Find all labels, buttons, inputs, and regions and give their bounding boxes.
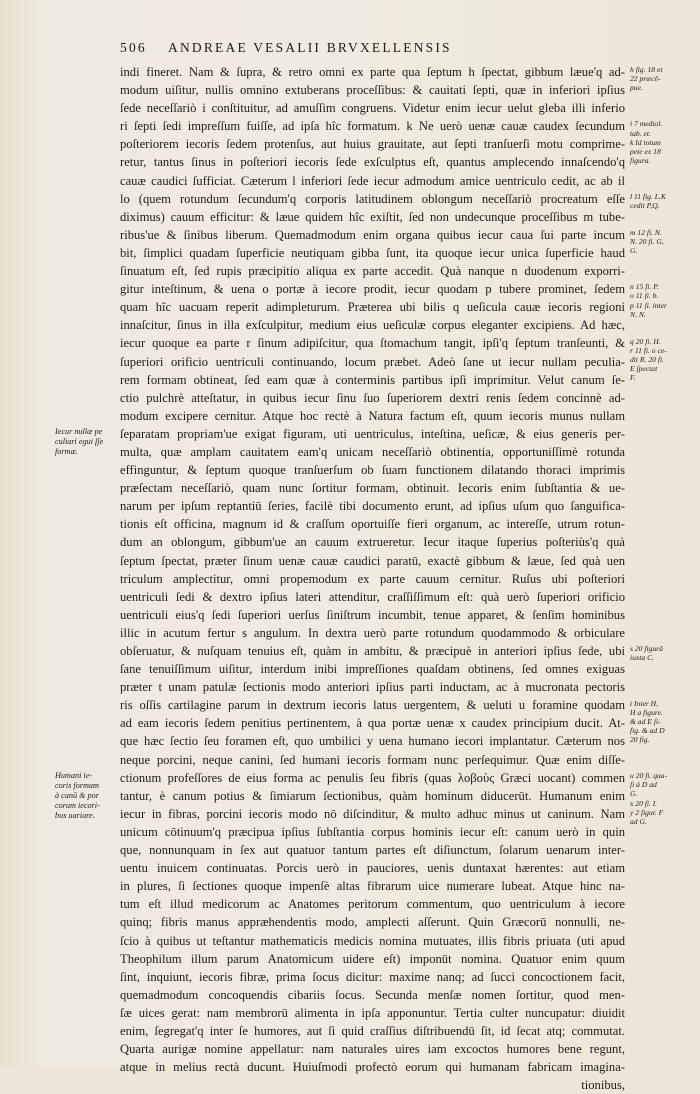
margin-note — [55, 771, 127, 821]
text-line: narum per ipſum reptantiū ſeries, facilè tibi documento erunt, ad ipſius uſum quo ſanguifica- — [120, 499, 625, 514]
text-line: triculum amplectitur, omni propemodum ex parte cauum cernitur. Ruſus ubi poſteriori — [120, 571, 625, 586]
margin-note-line: 20 fig. — [630, 735, 650, 745]
text-line: indi fineret. Nam & ſupra, & retro omni ex parte qua ſeptum h ſpectat, gibbum læue'q ad- — [120, 65, 625, 79]
text-line: in plures, ſi ſectiones quoque impenſè altas fibrarum uice numerare lubeat. Atque hinc na- — [120, 879, 625, 894]
text-line: bit, ſimplici quadam ſuperficie neutiquam gibba ſunt, ita quoque iecur unica ſuperficie haud — [120, 245, 625, 260]
text-line: diximus) cauum efficitur: & læue quidem hîc exiſtit, ſed non undecunque proceſſibus m tube- — [120, 209, 625, 224]
margin-note-line: iuxta C. — [630, 653, 655, 663]
margin-note-line: ſi à D ad — [630, 780, 657, 790]
text-line: præſectam neceſſariò, quam nunc ſortitur formam, obtinuit. Iecoris enim ſubſtantia & ue- — [120, 481, 625, 496]
text-line: modum excipere cernitur. Atque hoc rectè à Natura factum eſt, quum iecoris munus nullam — [120, 408, 625, 423]
margin-note — [630, 192, 690, 210]
margin-note-line: bus uariare. — [55, 810, 95, 820]
text-line: obſeruatur, & nuſquam tenuius eſt, quàm in ambitu, & præcipuè in anteriori ipſius ſede, ubi — [120, 644, 625, 658]
margin-note-line: corum iecori- — [55, 800, 100, 810]
margin-note — [630, 65, 690, 93]
text-line: iecur quoque ea parte r ſinum adipiſcitur, qua ſtomachum tangit, ipſi'q ſeptum tranſeunti, & — [120, 336, 625, 351]
margin-note-line: u 20 fi. qua- — [630, 770, 668, 780]
margin-note-line: coris formam — [55, 780, 99, 790]
text-line: tionibus, — [581, 1078, 625, 1093]
text-line: uentriculi ſedi & dextro ipſius lateri attenditur, craſſiſſimum eſt: quà uerò ſuperiori orificio — [120, 589, 625, 604]
text-line: neque porcini, neque canini, ſed humani iecoris formam nunc perſequimur. Quæ enim diſſe- — [120, 752, 625, 767]
margin-note-line: G. — [630, 789, 638, 799]
margin-note-line: E ſpectat — [630, 364, 658, 374]
running-title: ANDREAE VESALII BRVXELLENSIS — [168, 40, 452, 55]
margin-note — [55, 427, 127, 457]
text-line: ſede neceſſariò i conſtituitur, ad amuſſim congruens. Videtur enim iecur uelut gleba illi inferio — [120, 101, 625, 116]
margin-note-line: 22 præcē- — [630, 74, 661, 84]
text-line: uentriculi eius'q ſedi ſuperiori uerſus ſiniſtrum incumbit, tenue apparet, & ſenſim hominibus — [120, 607, 625, 622]
margin-note — [630, 771, 690, 826]
margin-note-line: N, N. — [630, 309, 646, 319]
text-line: multa, quæ amplam cauitatem eam'q unicam neceſſariò obtinentia, opportuniſſimè rotunda — [120, 444, 625, 459]
margin-note-line: x 20 fi. I. — [630, 798, 658, 808]
margin-note-line: F. — [630, 373, 636, 383]
margin-note — [630, 228, 690, 256]
text-line: atque in melius rectà ducunt. Huiuſmodi profectò eorum qui humanam fabricam imagina- — [120, 1060, 625, 1075]
text-line: iecur in fibras, porcini iecoris modo nō diſcinditur, & multo adhuc minus ut caninum. Nam — [120, 806, 625, 821]
text-line: quemadmodum concoquendis cibariis ſocus. Secunda menſæ nomen ſortitur, quod men- — [120, 987, 625, 1002]
text-line: tantur, è canum potius & ſimiarum ſectionibus, quàm hominum diducerūt. Humanum enim — [120, 788, 625, 803]
text-line: ctio pulchrè atteſtatur, in quibus iecur ſinu ſuo ſuperiorem dextri renis ſedem concinnè ad- — [120, 390, 625, 405]
text-line: ſæ uices gerat: nam membrorū alimenta in ipſa apponuntur. Tertia culter nuncupatur: diuidit — [120, 1005, 625, 1020]
margin-note — [630, 699, 690, 745]
margin-note-line: figura. — [630, 156, 651, 166]
text-line: ſint, inquiunt, iecoris fibræ, prima ſocus dicitur: maxime nanq; ad ſucci concoctionem facit, — [120, 969, 625, 984]
text-line: gitur inteſtinum, & uena o portæ à iecore prodit, iecur quodam p tubere prominet, ſedem — [120, 282, 625, 297]
text-line: que hæc ſectio ſeu foramen eſt, quo umbilici y uena humano iecori implantatur. Cæterum nos — [120, 734, 625, 749]
text-line: modum uiſitur, nullis omnino extuberans proceſſibus: & cauitati ſepti, quæ in inferiori ipſius — [120, 83, 625, 98]
text-line: innaſcitur, ſinus in illa exſculpitur, medium eius ueſiculæ corpus eleganter excipiens. Ad hæc, — [120, 318, 625, 333]
text-line: illic in acutum fertur s angulum. In dextra uerò parte rotundum quodammodo & orbiculare — [120, 625, 625, 640]
margin-note-line: Iecur nullæ pe — [55, 427, 103, 436]
text-line: cauæ caudici ſufficiat. Cæterum l inferiori ſede iecur admodum amice uentriculo cedit, ac ab il — [120, 173, 625, 188]
text-line: dum an oblongum, gibbum'ue an cauum extrueretur. Iecur itaque ſuperius poſteriùs'q quà — [120, 535, 625, 550]
text-line: retur, tantus ſinus in poſteriori iecoris ſede exſculptus eſt, quantus amplecendo innaſcendo'q — [120, 155, 625, 170]
text-line: ſane tenuiſſimum uiſitur, interdum inibi impreſſiones quaſdam obtinens, ſed omnes exiguas — [120, 662, 625, 677]
margin-note-line: k Id totum — [630, 137, 661, 147]
text-line: ris oſſis cartilagine parum in dextrum iecoris latus uergentem, & ueluti u foramine quodam — [120, 698, 625, 713]
text-line: ſinuatum eſt, ſed rupis præcipitio aliqua ex parte accedit. Quà nanque n duodenum exporri- — [120, 264, 625, 279]
margin-note-line: à canū & por — [55, 790, 99, 800]
margin-note-line: culiari egui ſſe — [55, 437, 104, 446]
margin-note — [630, 644, 690, 662]
margin-note-line: Humani ie- — [55, 770, 93, 780]
text-line: enim, ſegregat'q inter ſe humores, aut ſi quid craſſius diſtribuendū ſit, id ſecat atq; commutat. — [120, 1023, 625, 1038]
text-line: ſeparatam propriam'ue exigat figuram, uti uentriculus, inteſtina, ueſicæ, & eius generis per- — [120, 426, 625, 441]
margin-note-line: n 15 fi. P. — [630, 282, 659, 292]
text-line: quam hîc uacuam reperit adimpleturum. Præterea ubi bilis q ueſicula cauæ iecoris regioni — [120, 300, 625, 315]
text-line: ad eam iecoris ſedem penitius pertinentem, à qua portæ uenæ x caudex principium ducit. At- — [120, 716, 625, 731]
margin-note-line: pue. — [630, 83, 643, 93]
margin-note-line: ad G. — [630, 816, 647, 826]
main-text-block — [120, 63, 625, 1094]
margin-note-line: pete ex 18 — [630, 146, 661, 156]
text-line: tionis eſt officina, magnum id & craſſum oportuiſſe fieri organum, ac intereſſe, utrum rotun- — [120, 517, 625, 532]
text-line: ſcio à quibus ut teſtantur mathematicis medicis nomina mutuates, illis fibris priuata (uti apud — [120, 933, 625, 948]
margin-note-line: q 20 fi. H. — [630, 336, 661, 346]
margin-note-line: & ad E ſi- — [630, 716, 661, 726]
margin-note-line: t Inter H, — [630, 698, 659, 708]
margin-note — [630, 337, 690, 383]
text-line: ſuperiori orificio uentriculi continuando, locum præbet. Adeò ſane ut iecur nullam peculia- — [120, 354, 625, 369]
text-line: unicum cōtinuum'q præcipua ipſius ſubſtantia corpus hominis iecur eſt: canum uerò in quin — [120, 824, 625, 839]
margin-note-line: formæ. — [55, 447, 78, 456]
margin-note-line: H a figure. — [630, 707, 663, 717]
margin-note — [630, 119, 690, 165]
margin-note-line: dit R. 20 fi. — [630, 354, 664, 364]
margin-note-line: tab. et. — [630, 128, 651, 138]
margin-note-line: cedit P,Q. — [630, 200, 660, 210]
text-line: præter t unam patulæ ſectionis modo anteriori ipſius parti inductam, ac à mucronata pectoris — [120, 680, 625, 695]
text-line: ctionum profeſſores de eius forma ac penulis ſeu fibris (quas λοβοὺς Græci uocant) commen — [120, 770, 625, 785]
text-line: effinguntur, & ſeptum quoque tranſuerſum ob ſuam functionem dilatando thoraci imprimis — [120, 463, 625, 478]
margin-note-line: m 12 fi. N. — [630, 227, 662, 237]
text-line: uentu inuicem continuatas. Porcis uerò in pauciores, uenis duntaxat hærentes: aut etiam — [120, 861, 625, 876]
text-line: rem formam obtineat, ſed eam quæ à conterminis partibus ipſi imprimitur. Velut canum ſe- — [120, 372, 625, 387]
text-line: Quarta aurigæ nomine appellatur: nam naturales uires iam excoctos humores bene regunt, — [120, 1042, 625, 1057]
margin-note-line: h fig. 18 et — [630, 65, 663, 74]
text-line: tum eſt illud medicorum ac Anatomes peritorum commentum, quo uentriculum à iecore — [120, 897, 625, 912]
margin-note-line: N. 20 fi. G, — [630, 237, 664, 247]
margin-note-line: y 2 figur. F — [630, 807, 664, 817]
margin-note-line: l 11 fig. L.K — [630, 191, 666, 201]
margin-note-line: o 11 fi. b. — [630, 291, 659, 301]
page-number: 506 — [120, 40, 147, 55]
text-line: lo (quem rotundum ſecundum'q corporis latitudinem oblongum neceſſariò procreatum eſſe — [120, 191, 625, 206]
margin-note-line: fig. & ad D — [630, 726, 665, 736]
text-line: ri ſepti ſedi impreſſum fuiſſe, ad ipſa hîc formatum. k Ne uerò uenæ cauæ caudex ſecundum — [120, 119, 625, 134]
margin-note-line: s 20 figurā — [630, 644, 663, 654]
text-line: quinq; fibris manus appræhendentis modo, amplecti aſſerunt. Quin Græcorū nonnulli, ne- — [120, 915, 625, 930]
text-line: ribus'ue & ſinibus liberum. Quemadmodum enim organa quibus iecur caua ſui parte incum — [120, 227, 625, 242]
text-line: poſteriorem iecoris ſedem protenſus, aut huius grauitate, aut ſepti tranſuerſi motu comprime- — [120, 137, 625, 152]
text-line: ſeptum ſpectat, præter ſinum uenæ cauæ caudici paratū, exactè gibbum & læue, ſed quà uen — [120, 553, 625, 568]
margin-note-line: p 11 fi. inter — [630, 300, 667, 310]
text-line: Theophilum illum parum Anatomicum uidere eſt) imponūt nomina. Quatuor enim quum — [120, 951, 625, 966]
margin-note-line: i 7 mediol. — [630, 119, 663, 129]
margin-note-line: r 11 fi. o ce- — [630, 345, 667, 355]
text-line: que, nonnunquam in ſex aut quatuor tantum partes eſt diſiunctum, ſolarum uenarum inter- — [120, 843, 625, 858]
margin-note-line: G. — [630, 246, 638, 256]
page-header — [120, 40, 640, 62]
margin-note — [630, 282, 690, 319]
